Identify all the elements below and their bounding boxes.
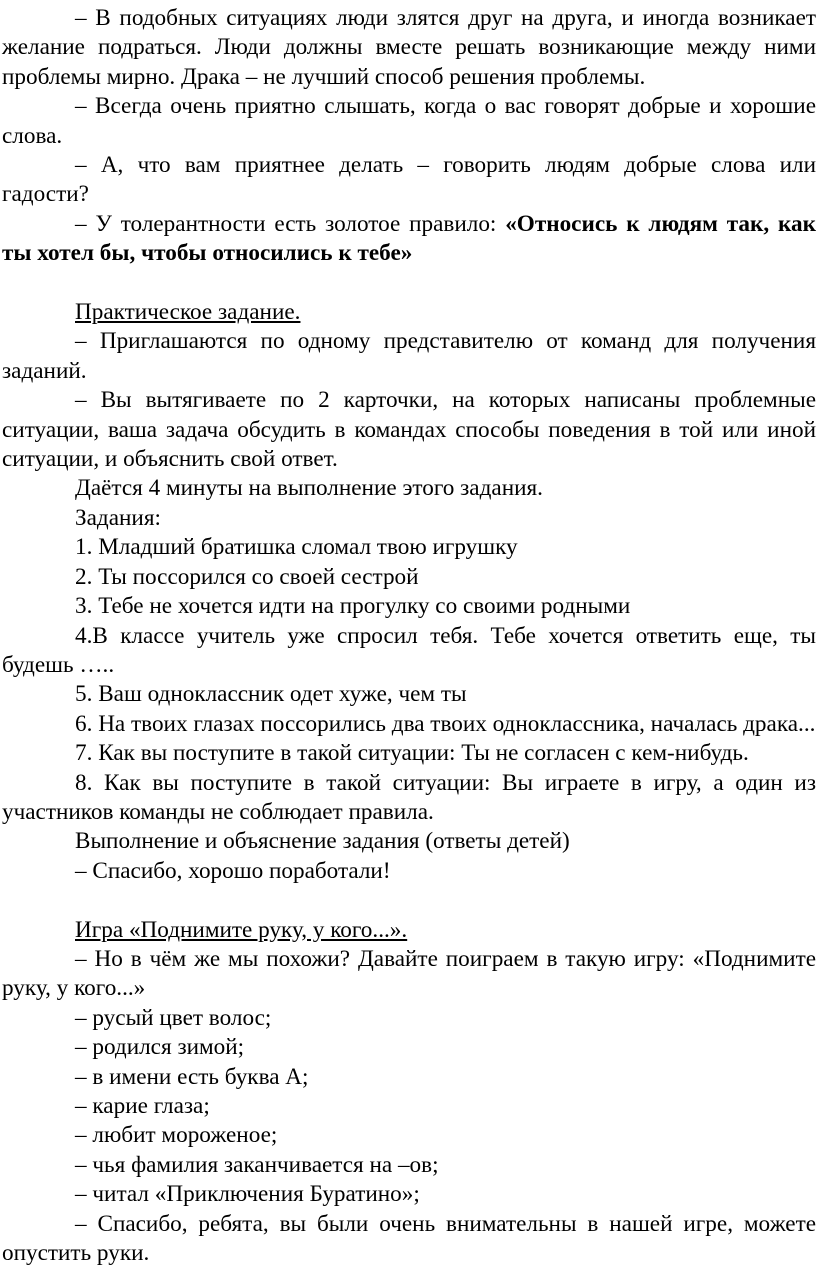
golden-rule-prefix: – У толерантности есть золотое правило: — [75, 210, 506, 237]
golden-rule-paragraph — [2, 210, 816, 269]
game-item-7: – читал «Приключения Буратино»; — [75, 1181, 420, 1208]
section-title-practical — [2, 298, 816, 327]
section-title-game — [2, 916, 816, 945]
task-item-5: 5. Ваш одноклассник одет хуже, чем ты — [75, 681, 467, 708]
game-closing: – Спасибо, ребята, вы были очень внимательны в нашей игре, можете опустить руки. — [2, 1210, 816, 1267]
practical-closing-2: – Спасибо, хорошо поработали! — [75, 857, 391, 884]
task-item-3: 3. Тебе не хочется идти на прогулку со своими родными — [75, 593, 631, 620]
game-item-1: – русый цвет волос; — [75, 1004, 272, 1031]
game-item-2: – родился зимой; — [75, 1034, 245, 1061]
task-item-2: 2. Ты поссорился со своей сестрой — [75, 563, 419, 590]
task-item-1: 1. Младший братишка сломал твою игрушку — [75, 534, 518, 561]
game-item-5: – любит мороженое; — [75, 1122, 278, 1149]
task-item-6: 6. На твоих глазах поссорились два твоих одноклассника, началась драка... — [75, 710, 816, 737]
task-item-4: 4.В классе учитель уже спросил тебя. Тебе хочется ответить еще, ты будешь ….. — [2, 622, 816, 678]
intro-paragraph-1: – В подобных ситуациях люди злятся друг на друга, и иногда возникает желание подраться. Люди должны вместе решать возникающие между ними проблемы мирно. Драка – не лучший способ решения проблемы. — [2, 5, 816, 90]
game-item-6: – чья фамилия заканчивается на –ов; — [75, 1151, 439, 1178]
intro-paragraph-2: – Всегда очень приятно слышать, когда о вас говорят добрые и хорошие слова. — [2, 93, 816, 149]
game-item-3: – в имени есть буква А; — [75, 1063, 309, 1090]
practical-paragraph-2: – Вы вытягиваете по 2 карточки, на которых написаны проблемные ситуации, ваша задача обсудить в командах способы поведения в той или иной ситуации, и объяснить свой ответ. — [2, 387, 816, 473]
blank-line — [2, 269, 816, 298]
practical-closing-1: Выполнение и объяснение задания (ответы детей) — [75, 828, 570, 855]
intro-paragraph-3: – А, что вам приятнее делать – говорить людям добрые слова или гадости? — [2, 152, 816, 208]
section-title-game-text: Игра «Поднимите руку, у кого...». — [75, 916, 408, 943]
practical-paragraph-3: Даётся 4 минуты на выполнение этого задания. — [75, 475, 543, 502]
section-title-practical-text: Практическое задание. — [75, 299, 301, 326]
practical-paragraph-4: Задания: — [75, 504, 161, 531]
golden-rule-text: «Относись к людям так, как ты хотел бы, чтобы относились к тебе» — [2, 210, 816, 267]
practical-paragraph-1: – Приглашаются по одному представителю от команд для получения заданий. — [2, 328, 816, 384]
task-item-8: 8. Как вы поступите в такой ситуации: Вы играете в игру, а один из участников команды не соблюдает правила. — [2, 769, 816, 825]
blank-line — [2, 886, 816, 915]
task-item-7: 7. Как вы поступите в такой ситуации: Ты не согласен с кем-нибудь. — [75, 740, 749, 767]
game-item-4: – карие глаза; — [75, 1093, 210, 1119]
game-intro: – Но в чём же мы похожи? Давайте поиграем в такую игру: «Поднимите руку, у кого...» — [2, 945, 816, 1002]
